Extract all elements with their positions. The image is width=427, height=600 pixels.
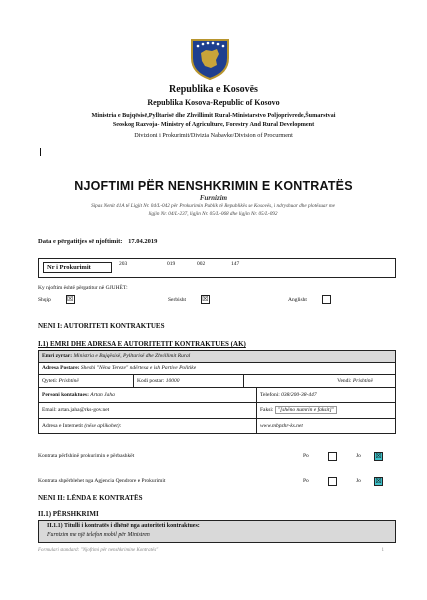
fax-value[interactable]: "[shëno numrin e faksit]": [275, 406, 337, 414]
procurement-number-label: Nr i Prokurimit: [43, 262, 112, 273]
email-row: [39, 403, 395, 419]
contract-title-value[interactable]: Furnizim me një telefon mobil për Ministren: [47, 532, 150, 538]
official-name-label: Emri zyrtar:: [42, 353, 73, 359]
city-cell: [39, 375, 134, 387]
official-name-cell: [39, 351, 395, 362]
language-option-serbian: [168, 295, 210, 304]
section1-heading: NENI I: AUTORITETI KONTRAKTUES: [38, 322, 165, 330]
procurement-number-part[interactable]: 019: [167, 261, 176, 267]
country-cell: [244, 375, 395, 387]
joint-no-checkbox[interactable]: ☒: [375, 452, 382, 460]
fax-cell: [257, 403, 395, 418]
section2-subheading: II.1) PËRSHKRIMI: [38, 510, 99, 518]
postal-address-cell: [39, 363, 395, 374]
language-option-albanian: [38, 295, 75, 304]
authority-table: [38, 350, 396, 434]
language-label: Anglisht: [288, 296, 307, 303]
postal-address-value[interactable]: Sheshi "Nëna Tereze" ndërtesa e ish Partive Politike: [80, 365, 197, 371]
central-yes-label: Po: [303, 478, 309, 484]
contact-person-cell: [39, 388, 257, 402]
postal-code-value[interactable]: 10000: [165, 378, 180, 384]
procurement-number-part[interactable]: 203: [119, 261, 128, 267]
website-note: (nëse aplikohet):: [84, 423, 122, 429]
city-value[interactable]: Prishtinë: [58, 378, 79, 384]
central-agency-row: [38, 478, 394, 484]
postal-code-cell: [134, 375, 244, 387]
city-label: Qyteti:: [42, 378, 58, 384]
fax-label: Faksi:: [260, 407, 274, 413]
joint-yes-label: Po: [303, 453, 309, 459]
postal-address-label: Adresa Postare:: [42, 365, 80, 371]
central-no-checkbox[interactable]: ☒: [375, 477, 382, 485]
country-name-multilingual: Republika Kosova-Republic of Kosovo: [147, 98, 280, 107]
section2-heading: NENI II: LËNDA E KONTRATËS: [38, 494, 143, 502]
page-footer: [38, 548, 394, 553]
city-row: [39, 375, 395, 388]
language-checkbox-serbian[interactable]: ☒: [202, 295, 209, 303]
notice-type: Furnizim: [199, 194, 228, 202]
website-row: [39, 419, 395, 433]
language-question: Ky njoftim është përgatitur në GJUHËT:: [38, 285, 128, 291]
ministry-name-line2: Seoskog Razvoja- Ministry of Agriculture, Forestry And Rural Development: [112, 121, 315, 128]
legal-basis-line2: ligjin Nr. 04/L-237, ligjin Nr. 05/L-068 dhe ligjin Nr. 05/L-092: [148, 210, 278, 217]
website-label: Adresa e Internetit: [42, 423, 83, 429]
postal-code-label: Kodi postar:: [137, 378, 165, 384]
official-name-row: [39, 351, 395, 363]
official-name-value[interactable]: Ministria e Bujqësisë, Pylltarisë dhe Zhvillimit Rural: [73, 353, 191, 359]
contact-person-label: Personi kontaktues:: [42, 392, 89, 398]
language-label: Shqip: [38, 296, 51, 303]
phone-label: Telefoni:: [260, 392, 280, 398]
email-value[interactable]: artan.jaha@rks-gov.net: [58, 407, 110, 413]
procurement-number-box: [38, 258, 396, 278]
preparation-date-label: Data e përgatitjes së njoftimit:: [38, 238, 123, 245]
website-value[interactable]: www.mbpzhr-ks.net: [260, 423, 303, 429]
central-agency-label: Kontrata shpërblehet nga Agjencia Qendrore e Prokurimit: [38, 478, 166, 484]
preparation-date-value: 17.04.2019: [128, 238, 158, 245]
legal-basis: [38, 203, 388, 218]
kosovo-coat-of-arms-icon: [186, 36, 234, 80]
language-option-english: [288, 295, 331, 304]
contract-title-label: II.1.1) Titulli i kontratës i dhënë nga autoriteti kontraktues:: [47, 523, 200, 529]
central-yes-checkbox[interactable]: [328, 477, 337, 486]
ministry-name-line1: Ministria e Bujqësisë,Pylltarisë dhe Zhvillimit Rural-Ministarstvo Poljoprivrede,Šumarstvai: [91, 112, 336, 119]
language-label: Serbisht: [168, 296, 187, 303]
email-label: Email:: [42, 407, 57, 413]
footer-form-name: Formulari standard: "Njoftimi për nenshkrimine Kontratës": [38, 548, 159, 553]
central-no-label: Jo: [356, 478, 361, 484]
website-label-cell: [39, 419, 257, 433]
language-checkbox-english[interactable]: [322, 295, 331, 304]
notice-title: NJOFTIMI PËR NENSHKRIMIN E KONTRATËS: [74, 179, 353, 193]
website-value-cell: [257, 419, 395, 433]
joint-procurement-label: Kontrata përfshinë prokurimin e përbashkët: [38, 453, 135, 459]
contact-row: [39, 388, 395, 403]
country-value[interactable]: Prishtinë: [352, 378, 373, 384]
text-cursor: [40, 148, 41, 156]
country-name: Republika e Kosovës: [169, 84, 258, 95]
joint-procurement-row: [38, 453, 394, 459]
page-number: 1: [381, 548, 384, 553]
preparation-date: [38, 238, 157, 245]
contact-person-value[interactable]: Artan Jaha: [90, 392, 115, 398]
procurement-number-part[interactable]: 147: [231, 261, 240, 267]
country-label: Vendi:: [337, 378, 352, 384]
contract-title-table: [38, 520, 396, 543]
language-checkbox-albanian[interactable]: ☒: [66, 295, 74, 303]
email-cell: [39, 403, 257, 418]
phone-cell: [257, 388, 395, 402]
legal-basis-line1: Sipas Nenit 41A të Ligjit Nr. 04/L-042 për Prokurimin Publik të Republikës se Kosovës, i ndryshuar dhe plotësuar me: [91, 203, 335, 209]
postal-address-row: [39, 363, 395, 375]
joint-yes-checkbox[interactable]: [328, 452, 337, 461]
joint-no-label: Jo: [356, 453, 361, 459]
division-name: Divizioni i Prokurimit/Divizia Nabavke/Division of Procurment: [134, 132, 293, 139]
section1-subheading: I.1) EMRI DHE ADRESA E AUTORITETIT KONTRAKTUES (AK): [38, 340, 246, 348]
phone-value[interactable]: 038/200-38-447: [281, 392, 317, 398]
procurement-number-part[interactable]: 002: [197, 261, 206, 267]
